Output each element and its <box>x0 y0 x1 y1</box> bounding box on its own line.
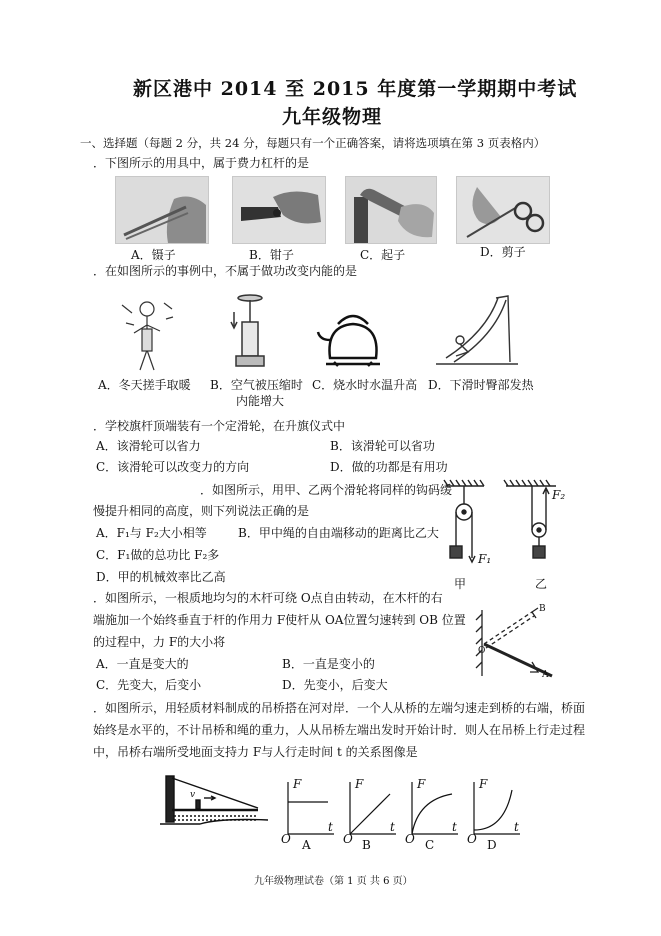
graph-c-curve <box>412 794 452 834</box>
graph-d-curve <box>474 790 512 830</box>
q4-stem-line1: ．如图所示，用甲、乙两个滑轮将同样的钩码缓 <box>200 483 453 497</box>
q1-stem: ．下图所示的用具中，属于费力杠杆的是 <box>93 156 310 170</box>
scissors-photo <box>456 176 550 244</box>
q6-stem-line3: 中，吊桥右端所受地面支持力 F与人行走时间 t 的关系图像是 <box>93 745 418 759</box>
kettle-sketch <box>316 310 391 368</box>
q4-option-d: D．甲的机械效率比乙高 <box>96 570 226 584</box>
pulley-label-f1: F₁ <box>478 552 492 566</box>
graph-b-t: t <box>390 820 395 834</box>
q5-option-d: D．先变小，后变大 <box>282 678 388 692</box>
graph-d-t: t <box>514 820 519 834</box>
graph-c-f: F <box>417 777 426 791</box>
pliers-photo <box>232 176 326 244</box>
graph-d-o: O <box>467 832 477 846</box>
graph-b-label: B <box>362 838 371 852</box>
graph-a-label: A <box>302 838 311 852</box>
bridge-label-v: v <box>190 790 196 800</box>
q3-option-b: B．该滑轮可以省功 <box>330 439 435 453</box>
graph-d-f: F <box>479 777 488 791</box>
graph-a-t: t <box>328 820 333 834</box>
q4-option-c: C．F₁做的总功比 F₂多 <box>96 548 220 562</box>
pulley-label-f2: F₂ <box>552 488 566 502</box>
pulley-label-yi: 乙 <box>535 577 548 591</box>
q3-stem: ．学校旗杆顶端装有一个定滑轮，在升旗仪式中 <box>93 419 346 433</box>
bridge-diagram <box>160 772 268 834</box>
q4-option-b: B．甲中绳的自由端移动的距离比乙大 <box>238 526 439 540</box>
q3-option-a: A．该滑轮可以省力 <box>96 439 201 453</box>
tweezers-photo <box>115 176 209 244</box>
q2-option-c: C．烧水时水温升高 <box>312 378 418 392</box>
q2-option-b-cont: 内能增大 <box>236 394 285 408</box>
q4-stem-line2: 慢提升相同的高度，则下列说法正确的是 <box>93 504 310 518</box>
graph-b-f: F <box>355 777 364 791</box>
graph-a-f: F <box>293 777 302 791</box>
q1-option-c: C．起子 <box>360 248 406 262</box>
graph-d-label: D <box>487 838 497 852</box>
pulley-diagram <box>440 478 590 588</box>
rubbing-hands-sketch <box>120 295 175 373</box>
section-heading: 一、选择题（每题 2 分，共 24 分，每题只有一个正确答案，请将选项填在第 3 页表格内） <box>80 136 546 150</box>
air-pump-sketch <box>228 292 268 372</box>
q5-stem-line3: 的过程中，力 F的大小将 <box>93 635 226 649</box>
q2-option-b: B．空气被压缩时 <box>210 378 303 392</box>
lever-label-o: O <box>478 646 486 656</box>
q6-stem-line1: ．如图所示，用轻质材料制成的吊桥搭在河对岸．一个人从桥的左端匀速走到桥的右端，桥面 <box>93 701 586 715</box>
exam-subtitle: 九年级物理 <box>282 106 383 128</box>
graph-c-t: t <box>452 820 457 834</box>
q5-option-a: A．一直是变大的 <box>96 657 189 671</box>
q6-stem-line2: 始终是水平的，不计吊桥和绳的重力，人从吊桥左端出发时开始计时．则人在吊桥上行走过程 <box>93 723 586 737</box>
slide-sketch <box>436 292 518 370</box>
lever-label-b: B <box>539 604 546 614</box>
bottle-opener-photo <box>345 176 437 244</box>
q2-stem: ．在如图所示的事例中，不属于做功改变内能的是 <box>93 264 358 278</box>
q5-stem-line1: ．如图所示，一根质地均匀的木杆可绕 O点自由转动，在木杆的右 <box>93 591 443 605</box>
graph-b-o: O <box>343 832 353 846</box>
q5-option-b: B．一直是变小的 <box>282 657 375 671</box>
q3-option-d: D．做的功都是有用功 <box>330 460 448 474</box>
graph-a-o: O <box>281 832 291 846</box>
graph-b-curve <box>350 794 390 834</box>
pulley-label-jia: 甲 <box>454 577 467 591</box>
lever-label-a: A <box>542 670 549 680</box>
graph-c-label: C <box>425 838 435 852</box>
q4-option-a: A．F₁与 F₂大小相等 <box>96 526 207 540</box>
q2-option-a: A．冬天搓手取暖 <box>98 378 191 392</box>
q1-option-b: B．钳子 <box>249 248 294 262</box>
graph-c-o: O <box>405 832 415 846</box>
q5-stem-line2: 端施加一个始终垂直于杆的作用力 F使杆从 OA位置匀速转到 OB 位置 <box>93 613 466 627</box>
lever-diagram <box>472 596 572 680</box>
q3-option-c: C．该滑轮可以改变力的方向 <box>96 460 250 474</box>
q1-option-d: D．剪子 <box>480 245 526 259</box>
q5-option-c: C．先变大，后变小 <box>96 678 202 692</box>
exam-title: 新区港中 2014 至 2015 年度第一学期期中考试 <box>133 78 578 100</box>
q2-option-d: D．下滑时臀部发热 <box>428 378 534 392</box>
page-footer: 九年级物理试卷（第 1 页 共 6 页） <box>254 876 413 887</box>
q1-option-a: A．镊子 <box>131 248 176 262</box>
